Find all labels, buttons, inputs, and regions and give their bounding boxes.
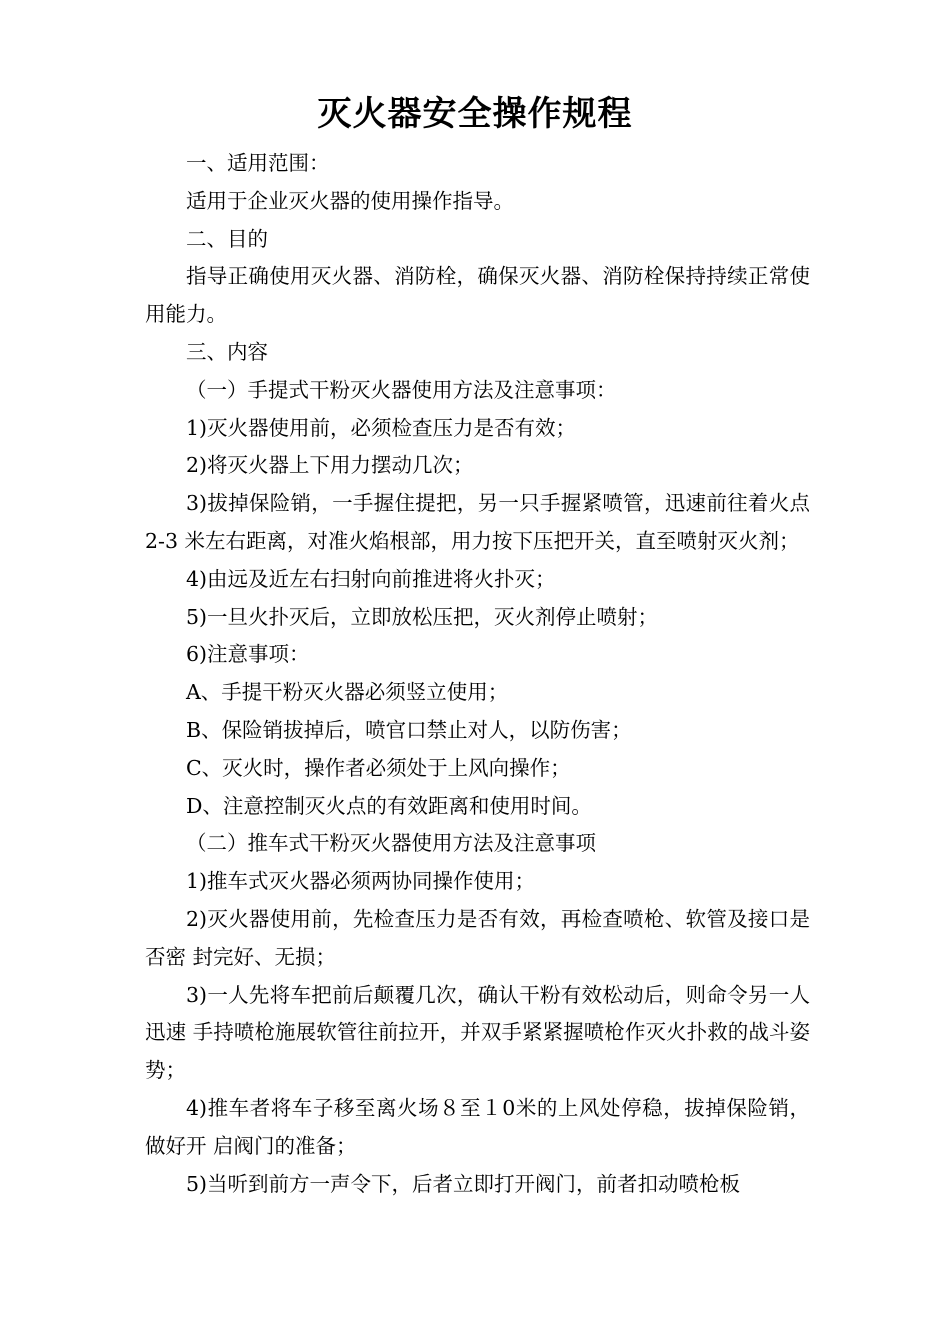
list-item: 3)一人先将车把前后颠覆几次，确认干粉有效松动后，则命令另一人迅速 手持喷枪施展软管往前拉开，并双手紧紧握喷枪作灭火扑救的战斗姿势； — [145, 982, 810, 1083]
section-heading-purpose: 二、目的 — [186, 226, 268, 251]
list-item: 2)将灭火器上下用力摆动几次； — [186, 453, 474, 478]
note-item: D、注意控制灭火点的有效距离和使用时间。 — [186, 793, 592, 818]
section-heading-scope: 一、适用范围： — [186, 151, 330, 175]
note-item: B、保险销拔掉后，喷官口禁止对人，以防伤害； — [186, 717, 632, 742]
note-item: A、手提干粉灭火器必须竖立使用； — [186, 680, 509, 705]
document-title: 灭火器安全操作规程 — [317, 94, 633, 134]
subsection-heading-portable: （一）手提式干粉灭火器使用方法及注意事项： — [186, 377, 617, 402]
list-item: 2)灭火器使用前，先检查压力是否有效，再检查喷枪、软管及接口是否密 封完好、无损； — [145, 906, 810, 969]
list-item: 4)推车者将车子移至离火场８至１0米的上风处停稳，拔掉保险销，做好开 启阀门的准备； — [145, 1095, 810, 1158]
list-item: 3)拔掉保险销，一手握住提把，另一只手握紧喷管，迅速前往着火点2-3 米左右距离，对准火焰根部，用力按下压把开关，直至喷射灭火剂； — [145, 491, 810, 553]
list-item: 4)由远及近左右扫射向前推进将火扑灭； — [186, 566, 556, 591]
paragraph-scope: 适用于企业灭火器的使用操作指导。 — [186, 188, 514, 213]
list-item: 5)一旦火扑灭后，立即放松压把，灭火剂停止喷射； — [186, 604, 659, 629]
note-item: C、灭火时，操作者必须处于上风向操作； — [186, 755, 571, 780]
document-body — [145, 145, 810, 1203]
paragraph-purpose: 指导正确使用灭火器、消防栓，确保灭火器、消防栓保持持续正常使用能力。 — [145, 264, 810, 327]
section-heading-content: 三、内容 — [186, 339, 268, 364]
list-item: 1)灭火器使用前，必须检查压力是否有效； — [186, 415, 577, 440]
list-item: 6)注意事项： — [186, 642, 310, 667]
subsection-heading-cart: （二）推车式干粉灭火器使用方法及注意事项 — [186, 831, 596, 856]
list-item: 5)当听到前方一声令下，后者立即打开阀门，前者扣动喷枪板 — [186, 1171, 741, 1196]
list-item: 1)推车式灭火器必须两协同操作使用； — [186, 869, 536, 894]
